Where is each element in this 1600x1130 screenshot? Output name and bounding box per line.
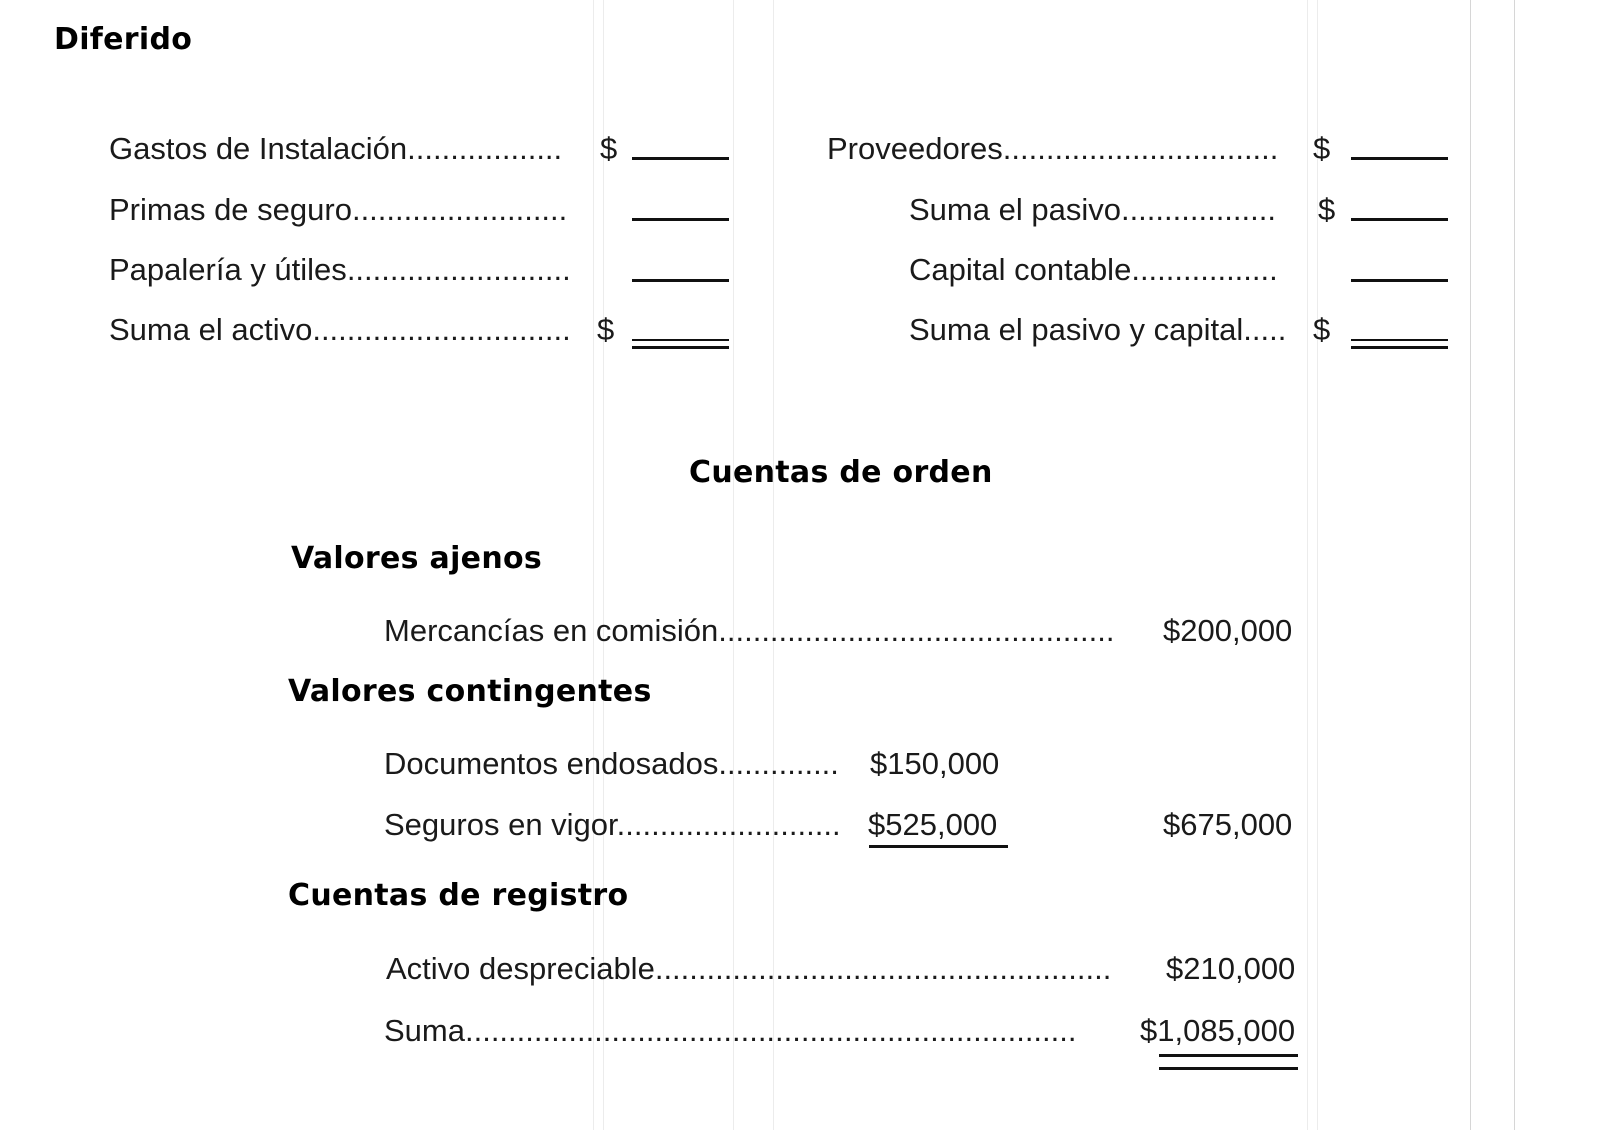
subheading-valores-contingentes: Valores contingentes (288, 674, 652, 709)
orden-amount: $525,000 (868, 807, 998, 842)
double-rule-top (1159, 1054, 1298, 1057)
guide-line (1514, 0, 1515, 1130)
orden-amount: $200,000 (1163, 613, 1293, 648)
subheading-cuentas-registro: Cuentas de registro (288, 878, 629, 913)
double-rule-top (1351, 339, 1448, 341)
subheading-valores-ajenos: Valores ajenos (291, 541, 543, 576)
guide-line (1307, 0, 1308, 1130)
orden-row-label: Activo despreciable..................................................... (386, 951, 1112, 986)
orden-row-label: Documentos endosados.............. (384, 746, 839, 781)
subtotal-underline (869, 845, 1008, 848)
double-rule-bottom (632, 346, 729, 349)
left-row-label: Primas de seguro......................... (109, 192, 568, 227)
orden-amount: $150,000 (870, 746, 1000, 781)
left-row-label: Gastos de Instalación.................. (109, 131, 563, 166)
right-row-label: Suma el pasivo.................. (909, 192, 1276, 227)
section-title: Diferido (54, 22, 193, 57)
orden-title: Cuentas de orden (689, 455, 993, 490)
guide-line (1470, 0, 1471, 1130)
right-row-label: Capital contable................. (909, 252, 1278, 287)
left-row-label: Suma el activo.............................. (109, 312, 571, 347)
blank-amount-line (1351, 218, 1448, 221)
suma-label: Suma....................................................................... (384, 1013, 1077, 1048)
blank-amount-line (1351, 157, 1448, 160)
guide-line (1317, 0, 1318, 1130)
blank-amount-line (632, 279, 729, 282)
orden-amount: $210,000 (1166, 951, 1296, 986)
currency-sign: $ (1318, 192, 1336, 227)
blank-amount-line (1351, 279, 1448, 282)
blank-amount-line (632, 218, 729, 221)
contingentes-total: $675,000 (1163, 807, 1293, 842)
currency-sign: $ (1313, 131, 1331, 166)
currency-sign: $ (1313, 312, 1331, 347)
blank-amount-line (632, 157, 729, 160)
orden-row-label: Mercancías en comisión.............................................. (384, 613, 1115, 648)
orden-row-label: Seguros en vigor.......................... (384, 807, 841, 842)
right-row-label: Suma el pasivo y capital..... (909, 312, 1287, 347)
double-rule-bottom (1351, 346, 1448, 349)
grand-total-amount: $1,085,000 (1140, 1013, 1296, 1048)
double-rule-bottom (1159, 1067, 1298, 1070)
left-row-label: Papalería y útiles.......................... (109, 252, 571, 287)
currency-sign: $ (597, 312, 615, 347)
currency-sign: $ (600, 131, 618, 166)
double-rule-top (632, 339, 729, 341)
right-row-label: Proveedores................................ (827, 131, 1279, 166)
